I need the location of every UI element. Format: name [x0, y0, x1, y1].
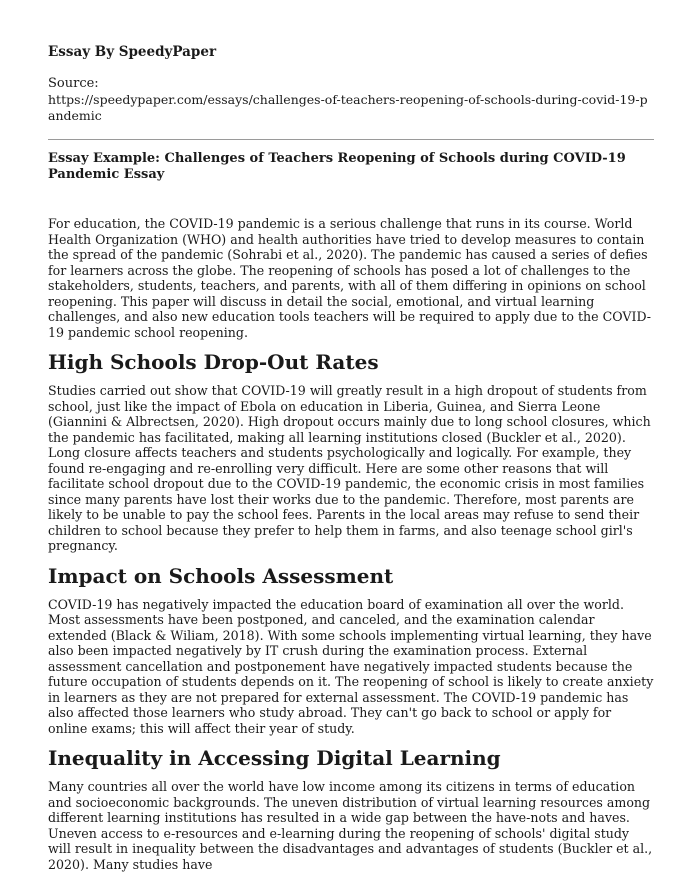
intro-paragraph: For education, the COVID-19 pandemic is a serious challenge that runs in its course. World Health Organization (WHO) and health authorities have tried to develop measures to contain the spread of the pandemic (Sohrabi et al., 2020). The pandemic has caused a series of defies for learners across the globe. The reopening of schools has posed a lot of challenges to the stakeholders, students, teachers, and parents, with all of them differing in opinions on school reopening. This paper will discuss in detail the social, emotional, and virtual learning challenges, and also new education tools teachers will be required to apply due to the COVID-19 pandemic school reopening. [48, 216, 652, 340]
section-heading-assessment: Impact on Schools Assessment [48, 563, 394, 588]
section-heading-inequality: Inequality in Accessing Digital Learning [48, 746, 501, 770]
section-heading-dropout: High Schools Drop-Out Rates [48, 350, 379, 374]
brand-heading: Essay By SpeedyPaper [48, 44, 217, 60]
divider [48, 139, 654, 140]
source-url[interactable]: https://speedypaper.com/essays/challenges-of-teachers-reopening-of-schools-during-covid-19-pandemic [48, 92, 648, 123]
source-label: Source: [48, 76, 99, 91]
section-paragraph-dropout: Studies carried out show that COVID-19 will greatly result in a high dropout of students from school, just like the impact of Ebola on education in Liberia, Guinea, and Sierra Leone (Giannini & Albrectsen, 2020). High dropout occurs mainly due to long school closures, which the pandemic has facilitated, making all learning institutions closed (Buckler et al., 2020). Long closure affects teachers and students psychologically and logically. For example, they found re-engaging and re-enrolling very difficult. Here are some other reasons that will facilitate school dropout due to the COVID-19 pandemic, the economic crisis in most families since many parents have lost their works due to the pandemic. Therefore, most parents are likely to be unable to pay the school fees. Parents in the local areas may refuse to send their children to school because they prefer to help them in farms, and also teenage school girl's pregnancy. [48, 383, 651, 553]
essay-body [48, 216, 654, 882]
essay-title: Essay Example: Challenges of Teachers Reopening of Schools during COVID-19 Pandemic Essay [48, 151, 626, 182]
section-paragraph-inequality: Many countries all over the world have low income among its citizens in terms of education and socioeconomic backgrounds. The uneven distribution of virtual learning resources among different learning institutions has resulted in a wide gap between the have-nots and haves. Uneven access to e-resources and e-learning during the reopening of schools' digital study will result in inequality between the disadvantages and advantages of students (Buckler et al., 2020). Many studies have [48, 779, 653, 872]
section-paragraph-assessment: COVID-19 has negatively impacted the education board of examination all over the world. Most assessments have been postponed, and canceled, and the examination calendar extended (Black & Wiliam, 2018). With some schools implementing virtual learning, they have also been impacted negatively by IT crush during the examination process. External assessment cancellation and postponement have negatively impacted students because the future occupation of students depends on it. The reopening of school is likely to create anxiety in learners as they are not prepared for external assessment. The COVID-19 pandemic has also affected those learners who study abroad. They can't go back to school or apply for online exams; this will affect their year of study. [48, 596, 654, 736]
